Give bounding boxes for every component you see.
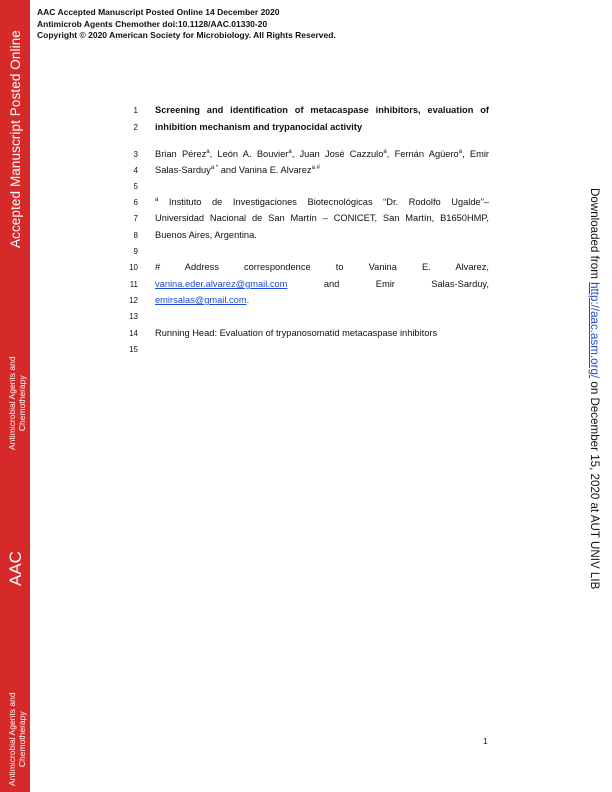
journal-name-upper	[7, 356, 27, 450]
journal-name-line2: Chemotherapy	[17, 375, 27, 432]
journal-name-line1: Antimicrobial Agents and	[7, 692, 17, 786]
author-name: Juan José Cazzulo	[299, 149, 384, 159]
author-name: León A. Bouvier	[217, 149, 289, 159]
line-number: 10	[129, 263, 138, 272]
author-affiliation-mark: a #	[311, 165, 320, 171]
author-list-line2	[155, 165, 489, 175]
article-title-line1: Screening and identification of metacaspase inhibitors, evaluation of	[155, 105, 489, 115]
accepted-manuscript-banner: Accepted Manuscript Posted Online	[8, 30, 23, 248]
author-name: Vanina E. Alvarez	[238, 165, 312, 175]
download-suffix: on December 15, 2020 at AUT UNIV LIB	[588, 381, 601, 590]
correspondence-line3	[155, 295, 489, 305]
author-affiliation-mark: a	[383, 149, 387, 155]
line-number: 14	[129, 329, 138, 338]
line-number: 15	[129, 345, 138, 354]
line-number: 2	[133, 123, 138, 132]
correspondence-line1: # Address correspondence to Vanina E. Alvarez,	[155, 262, 489, 272]
article-title-line2: inhibition mechanism and trypanocidal activity	[155, 122, 363, 132]
author-affiliation-mark: a	[288, 149, 292, 155]
correspondence-line2	[155, 279, 489, 289]
line-number: 13	[129, 312, 138, 321]
author-name: Salas-Sarduy	[155, 165, 211, 175]
line-number: 11	[129, 280, 138, 289]
affiliation-line2: Universidad Nacional de San Martín – CONICET, San Martín, B1650HMP,	[155, 213, 489, 223]
download-url-link[interactable]: http://aac.asm.org/	[588, 282, 601, 379]
line-number: 7	[133, 214, 138, 223]
line-number: 12	[129, 296, 138, 305]
aac-logo: AAC	[6, 551, 25, 586]
author-affiliation-mark: a	[206, 149, 210, 155]
journal-name-line1: Antimicrobial Agents and	[7, 356, 17, 450]
line-number: 5	[133, 182, 138, 191]
line-number: 4	[133, 166, 138, 175]
author-affiliation-mark: a	[458, 149, 463, 155]
download-prefix: Downloaded from	[588, 188, 601, 279]
journal-sidebar	[0, 0, 30, 792]
header-copyright-line: Copyright © 2020 American Society for Microbiology. All Rights Reserved.	[37, 30, 336, 40]
manuscript-header	[37, 7, 336, 42]
header-doi-line: Antimicrob Agents Chemother doi:10.1128/AAC.01330-20	[37, 18, 268, 29]
author-name: Fernán Agüero	[394, 149, 459, 159]
correspondence-period: .	[246, 295, 250, 305]
affiliation-text: Instituto de Investigaciones Biotecnológicas “Dr. Rodolfo Ugalde”–	[168, 197, 489, 207]
page-number: 1	[483, 736, 488, 746]
author-affiliation-mark: a *	[210, 165, 219, 171]
line-number: 8	[133, 231, 138, 240]
journal-name-lower	[7, 692, 27, 786]
line-number: 9	[133, 247, 138, 256]
line-number: 6	[133, 198, 138, 207]
journal-name-line2: Chemotherapy	[17, 711, 27, 768]
download-notice	[588, 188, 601, 589]
header-posted-line: AAC Accepted Manuscript Posted Online 14 December 2020	[37, 7, 280, 17]
line-number: 1	[133, 106, 138, 115]
author-name: Emir	[469, 149, 490, 159]
affiliation-line1	[155, 197, 489, 207]
author-list-line1: Brian Pérez$^a$, León A. Bouvier$^a$, Juan José Cazzulo$^a$, Fernán Agüero$^a$, Emir	[155, 149, 490, 159]
email-link-alvarez[interactable]: vanina.eder.alvarez@gmail.com	[155, 279, 288, 289]
line-number: 3	[133, 150, 138, 159]
running-head: Running Head: Evaluation of trypanosomatid metacaspase inhibitors	[155, 328, 438, 338]
author-name: Brian Pérez	[155, 149, 207, 159]
affiliation-line3: Buenos Aires, Argentina.	[155, 230, 257, 240]
affiliation-mark: a	[155, 197, 159, 203]
email-link-salas[interactable]: emirsalas@gmail.com	[155, 295, 247, 305]
correspondence-text: and Emir Salas-Sarduy,	[323, 279, 489, 289]
author-conjunction: and	[220, 165, 237, 175]
